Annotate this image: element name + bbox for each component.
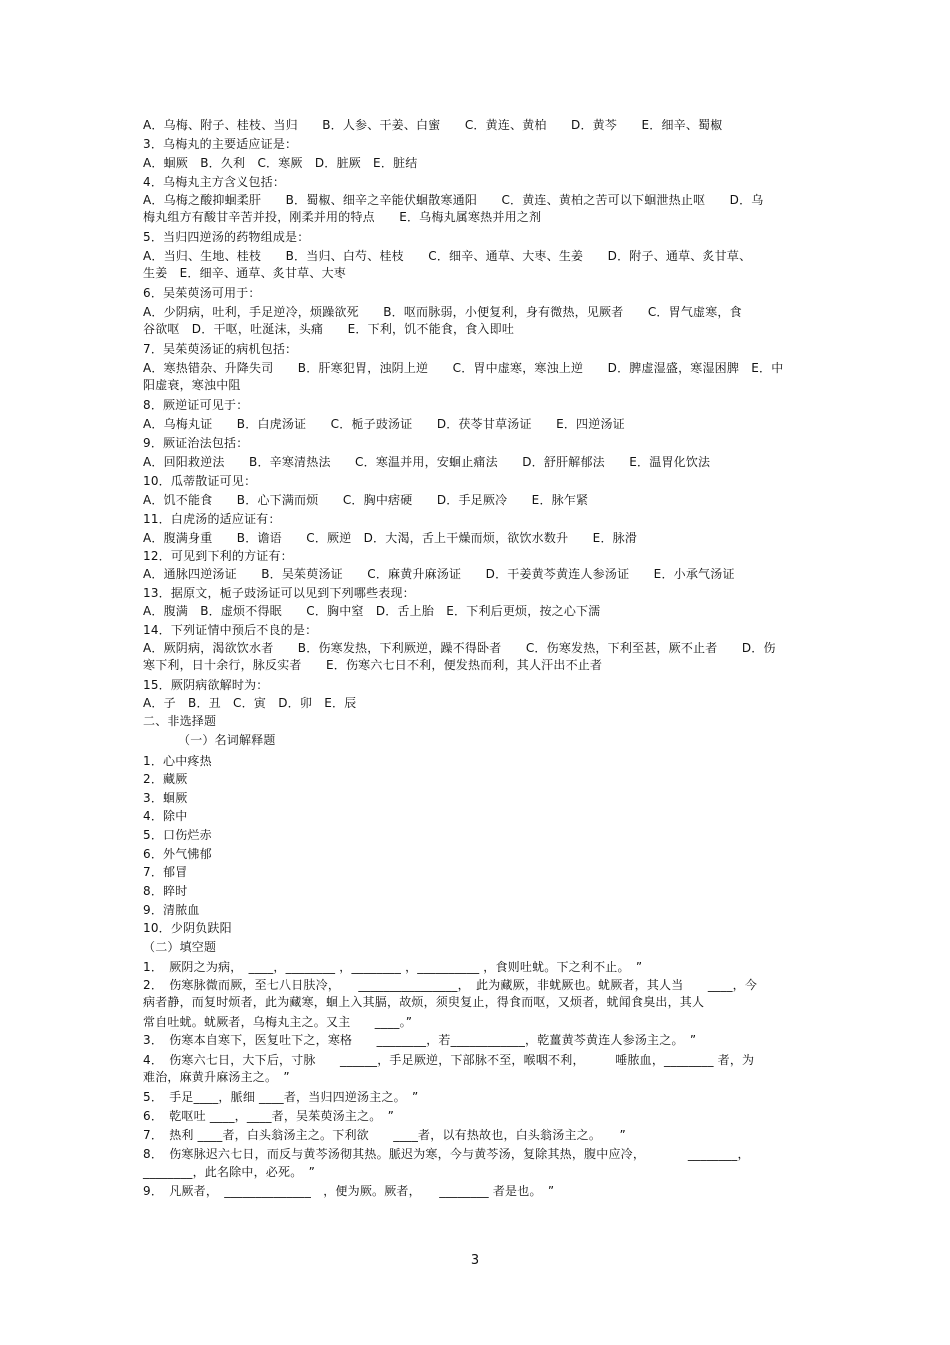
text-line: A．腹满 B．虚烦不得眠 C．胸中窒 D．舌上胎 E．下利后更烦，按之心下濡 bbox=[143, 604, 601, 618]
text-line: 阳虚衰，寒浊中阻 bbox=[143, 378, 241, 392]
text-line: 6．吴茱萸汤可用于： bbox=[143, 286, 261, 300]
text-line: 4．除中 bbox=[143, 809, 188, 823]
text-line: A．当归、生地、桂枝 B．当归、白芍、桂枝 C．细辛、通草、大枣、生姜 D．附子、通草、炙甘草、 bbox=[143, 249, 752, 263]
text-line: 谷欲呕 D．干呕，吐涎沫，头痛 E．下利，饥不能食，食入即吐 bbox=[143, 322, 515, 336]
text-line: （二）填空题 bbox=[143, 940, 217, 954]
text-line: A．蛔厥 B．久利 C．寒厥 D．脏厥 E．脏结 bbox=[143, 156, 418, 170]
text-line: 12．可见到下利的方证有： bbox=[143, 549, 293, 563]
text-line: 2．藏厥 bbox=[143, 772, 188, 786]
page-number: 3 bbox=[470, 1253, 480, 1268]
text-line: 1．心中疼热 bbox=[143, 754, 212, 768]
text-line: 1． 厥阴之为病， ____，________ ，________ ，__________ ，食则吐蚘。下之利不止。 ” bbox=[143, 960, 643, 974]
text-line: 9．清脓血 bbox=[143, 903, 200, 917]
text-line: A．饥不能食 B．心下满而烦 C．胸中痞硬 D．手足厥冷 E．脉乍紧 bbox=[143, 493, 589, 507]
text-line: A．寒热错杂、升降失司 B．肝寒犯胃，浊阴上逆 C．胃中虚寒，寒浊上逆 D．脾虚湿盛，寒湿困脾 E．中 bbox=[143, 361, 784, 375]
text-line: A．厥阴病，渴欲饮水者 B．伤寒发热，下利厥逆，躁不得卧者 C．伤寒发热，下利至甚，厥不止者 D．伤 bbox=[143, 641, 776, 655]
text-line: 15．厥阴病欲解时为： bbox=[143, 678, 269, 692]
text-line: 寒下利，日十余行，脉反实者 E．伤寒六七日不利，便发热而利，其人汗出不止者 bbox=[143, 658, 603, 672]
text-line: 7． 热利 ____者，白头翁汤主之。下利欲 ____者，以有热故也，白头翁汤主之。 ” bbox=[143, 1128, 626, 1142]
text-line: A．通脉四逆汤证 B．吴茱萸汤证 C．麻黄升麻汤证 D．干姜黄芩黄连人参汤证 E．小承气汤证 bbox=[143, 567, 735, 581]
text-line: 3．蛔厥 bbox=[143, 791, 188, 805]
text-line: 14．下列证情中预后不良的是： bbox=[143, 623, 318, 637]
text-line: 2． 伤寒脉微而厥，至七八日肤冷， ________________， 此为藏厥，非蚘厥也。蚘厥者，其人当 ____，今 bbox=[143, 978, 758, 992]
text-line: 5． 手足____，脈细 ____者，当归四逆汤主之。 ” bbox=[143, 1090, 419, 1104]
text-line: 7．吴茱萸汤证的病机包括： bbox=[143, 342, 298, 356]
text-line: 10．瓜蒂散证可见： bbox=[143, 474, 257, 488]
text-line: 6．外气怫郁 bbox=[143, 847, 212, 861]
text-line: 9． 凡厥者， ______________ ，便为厥。厥者， ________ 者是也。 ” bbox=[143, 1184, 555, 1198]
text-line: 4． 伤寒六七日，大下后，寸脉 ______，手足厥逆，下部脉不至，喉咽不利， 唾脓血，________ 者，为 bbox=[143, 1053, 755, 1067]
text-line: 8． 伤寒脉迟六七日，而反与黄芩汤彻其热。脈迟为寒，今与黄芩汤，复除其热，腹中应冷， ________， bbox=[143, 1147, 750, 1161]
text-line: A．乌梅丸证 B．白虎汤证 C．栀子豉汤证 D．茯苓甘草汤证 E．四逆汤证 bbox=[143, 417, 625, 431]
text-line: A．乌梅、附子、桂枝、当归 B．人参、干姜、白蜜 C．黄连、黄柏 D．黄芩 E．细辛、蜀椒 bbox=[143, 118, 723, 132]
text-line: A．子 B．丑 C．寅 D．卯 E．辰 bbox=[143, 696, 357, 710]
text-line: 6． 乾呕吐 ____，____者，吴茱萸汤主之。 ” bbox=[143, 1109, 395, 1123]
text-line: 3．乌梅丸的主要适应证是： bbox=[143, 137, 298, 151]
text-line: 二、非选择题 bbox=[143, 714, 217, 728]
text-line: 8．厥逆证可见于： bbox=[143, 398, 249, 412]
text-line: 9．厥证治法包括： bbox=[143, 436, 249, 450]
text-line: A．乌梅之酸抑蛔柔肝 B．蜀椒、细辛之辛能伏蛔散寒通阳 C．黄连、黄柏之苦可以下蛔泄热止呕 D．乌 bbox=[143, 193, 764, 207]
text-line: ________，此名除中，必死。 ” bbox=[143, 1165, 316, 1179]
text-line: 常自吐蚘。蚘厥者，乌梅丸主之。又主 ____。” bbox=[143, 1015, 413, 1029]
text-line: 4．乌梅丸主方含义包括： bbox=[143, 175, 286, 189]
text-line: 5．口伤烂赤 bbox=[143, 828, 212, 842]
text-line: （一）名词解释题 bbox=[178, 733, 276, 747]
text-line: 3． 伤寒本自寒下，医复吐下之，寒格 ________，若____________，乾薑黄芩黄连人参汤主之。 ” bbox=[143, 1033, 697, 1047]
text-line: 5．当归四逆汤的药物组成是： bbox=[143, 230, 310, 244]
text-line: 10．少阴负趺阳 bbox=[143, 921, 232, 935]
text-line: 生姜 E．细辛、通草、炙甘草、大枣 bbox=[143, 266, 346, 280]
text-line: 难治，麻黄升麻汤主之。 ” bbox=[143, 1070, 290, 1084]
text-line: 梅丸组方有酸甘辛苦并投，刚柔并用的特点 E．乌梅丸属寒热并用之剂 bbox=[143, 210, 542, 224]
text-line: A．腹满身重 B．谵语 C．厥逆 D．大渴，舌上干燥而烦，欲饮水数升 E．脉滑 bbox=[143, 531, 638, 545]
text-line: A．少阴病，吐利，手足逆冷，烦躁欲死 B．呕而脉弱，小便复利，身有微热，见厥者 C．胃气虚寒，食 bbox=[143, 305, 742, 319]
text-line: 13．据原文，栀子豉汤证可以见到下列哪些表现： bbox=[143, 586, 415, 600]
text-line: 7．郁冒 bbox=[143, 865, 188, 879]
text-line: 病者静，而复时烦者，此为藏寒，蛔上入其膈，故烦，须臾复止，得食而呕，又烦者，蚘闻食臭出，其人 bbox=[143, 995, 705, 1009]
text-line: 8．睟时 bbox=[143, 884, 188, 898]
text-line: A．回阳救逆法 B．辛寒清热法 C．寒温并用，安蛔止痛法 D．舒肝解郁法 E．温胃化饮法 bbox=[143, 455, 711, 469]
text-line: 11．白虎汤的适应证有： bbox=[143, 512, 281, 526]
